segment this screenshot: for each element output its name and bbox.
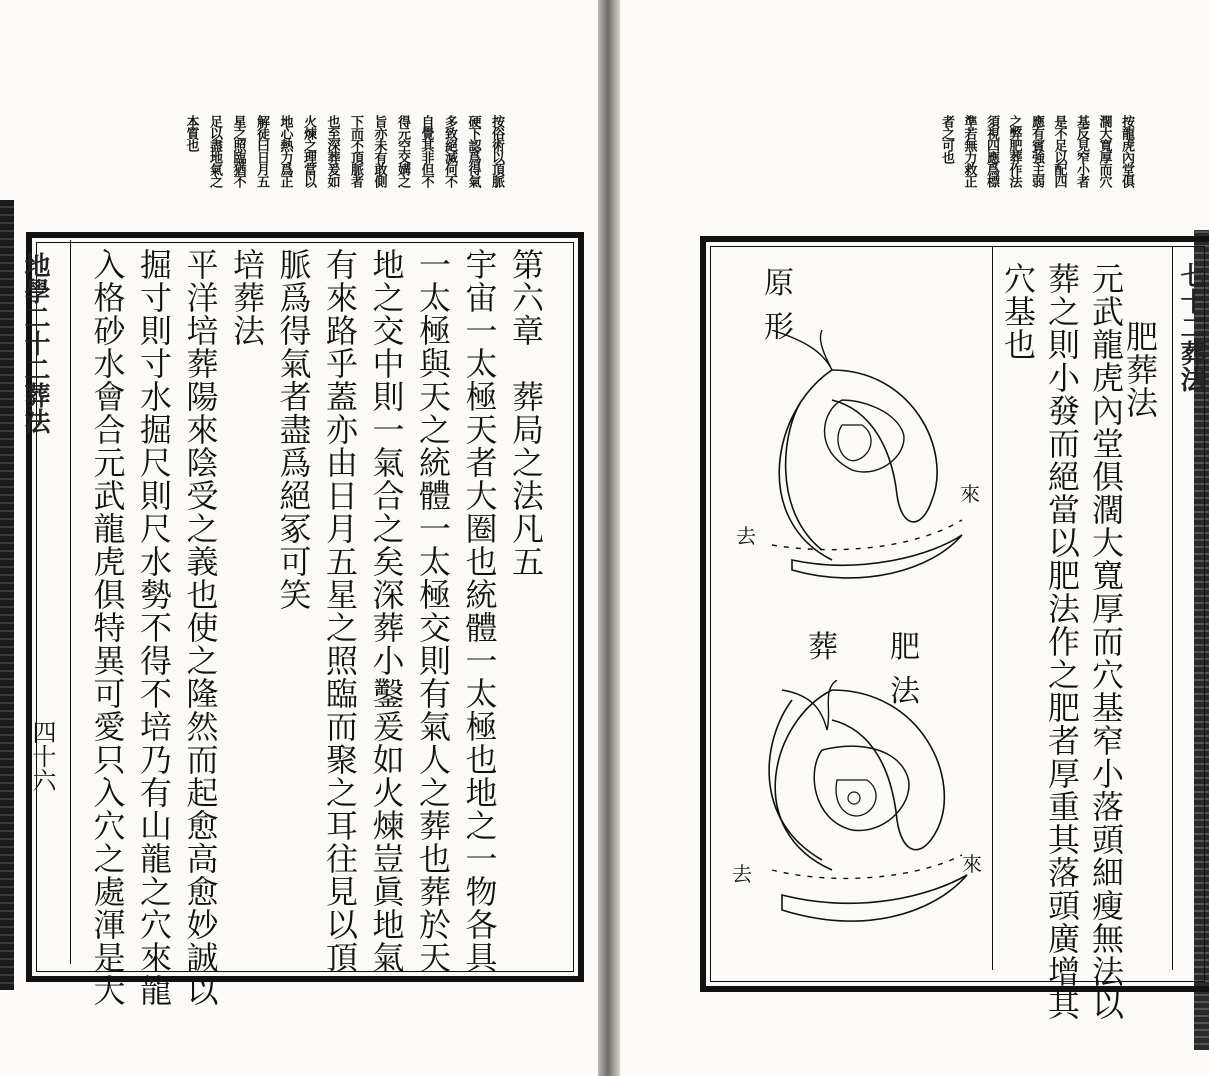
right-body-column-3: 穴基也 xyxy=(999,262,1037,361)
left-note-column-2: 硬下認爲得氣 xyxy=(465,115,481,187)
left-note-column-3: 多致絕滅何不 xyxy=(442,115,457,187)
right-margin-rule xyxy=(1172,246,1173,970)
left-note-column-10: 地心熱力爲正 xyxy=(277,115,293,187)
left-note-column-8: 也至深葬爰如 xyxy=(324,115,340,187)
left-page-number: 四十六 xyxy=(28,720,56,792)
left-body-column-4: 地之交中則一氣合之矣深葬小鑿爰如火煉豈眞地氣 xyxy=(367,248,406,974)
label-go-top: 去 xyxy=(736,524,756,548)
left-note-column-11: 解徒曰日月五 xyxy=(254,115,269,187)
left-body-column-8: 平洋培葬陽來陰受之義也使之隆然而起愈高愈妙誠以 xyxy=(181,248,220,1007)
diagram-fei-zang-form xyxy=(712,680,987,960)
right-note-column-7: 須視四應爲標 xyxy=(984,115,999,187)
left-body-column-6: 脈爲得氣者盡爲絕冢可笑 xyxy=(274,248,313,611)
diagram-caption-original: 原形 xyxy=(764,266,874,345)
left-margin-title: 地學二十二葬法 xyxy=(20,252,50,434)
left-note-column-5: 得元空交媾之 xyxy=(395,115,410,187)
right-margin-title: 七十二葬法 xyxy=(1176,262,1206,392)
left-note-column-7: 下而不頂脈者 xyxy=(348,115,363,187)
left-page-edge xyxy=(0,200,14,990)
left-body-column-2: 宇宙一太極天者大圈也統體一太極也地之一物各具 xyxy=(460,248,499,974)
right-note-column-9: 者之可也 xyxy=(939,115,954,163)
left-note-column-4: 自覺其非但不 xyxy=(418,115,434,187)
label-go-bottom: 去 xyxy=(732,862,752,886)
left-body-column-10: 入格砂水會合元武龍虎俱特異可愛只入穴之處渾是大 xyxy=(88,248,127,1007)
left-body-column-7: 培葬法 xyxy=(228,248,266,347)
left-body-column-3: 一太極與天之統體一太極交則有氣人之葬也葬於天 xyxy=(414,248,452,974)
right-note-column-6: 之弊肥葬作法 xyxy=(1006,115,1022,187)
left-body-column-1: 第六章 葬局之法凡五 xyxy=(507,248,545,578)
fei-zang-drawing xyxy=(712,680,987,950)
right-body-column-2: 葬之則小發而絕當以肥法作之肥者厚重其落頭廣增其 xyxy=(1043,262,1081,1021)
right-note-column-5: 應有賓強主弱 xyxy=(1029,115,1044,187)
section-heading-fei-zang: 肥葬法 xyxy=(1121,320,1159,419)
book-gutter xyxy=(598,0,620,1076)
label-come-top: 來 xyxy=(960,482,980,506)
left-body-column-9: 掘寸則寸水掘尺則尺水勢不得不培乃有山龍之穴來龍 xyxy=(135,248,173,1007)
right-note-column-8: 準若無力救正 xyxy=(961,115,977,187)
right-note-column-1: 按龍虎內堂俱 xyxy=(1119,115,1134,187)
right-note-column-3: 基反見窄小者 xyxy=(1074,115,1089,187)
left-note-column-13: 足以盡地氣之 xyxy=(207,115,222,187)
right-note-column-4: 是不足以配四 xyxy=(1051,115,1067,187)
left-note-column-14: 本質也 xyxy=(183,115,199,151)
right-note-column-2: 濶大寬厚而穴 xyxy=(1096,115,1112,187)
diagram-divider-rule xyxy=(992,246,993,970)
left-margin-rule xyxy=(70,240,71,964)
diagram-caption-fei-zang: 肥葬法 xyxy=(808,630,972,709)
left-note-column-6: 旨亦未有敢側 xyxy=(371,115,387,187)
left-note-column-9: 火煉之理當以 xyxy=(301,115,316,187)
diagram-original-form xyxy=(712,250,987,709)
label-come-bottom: 來 xyxy=(962,852,982,876)
right-body-column-1: 元武龍虎內堂俱濶大寬厚而穴基窄小落頭細瘦無法以 xyxy=(1087,262,1125,1021)
left-note-column-1: 按俗術以頂脈 xyxy=(489,115,504,187)
left-note-column-12: 星之照臨猶不 xyxy=(230,115,246,187)
left-body-column-5: 有來路乎蓋亦由日月五星之照臨而聚之耳往見以頂 xyxy=(321,248,359,974)
